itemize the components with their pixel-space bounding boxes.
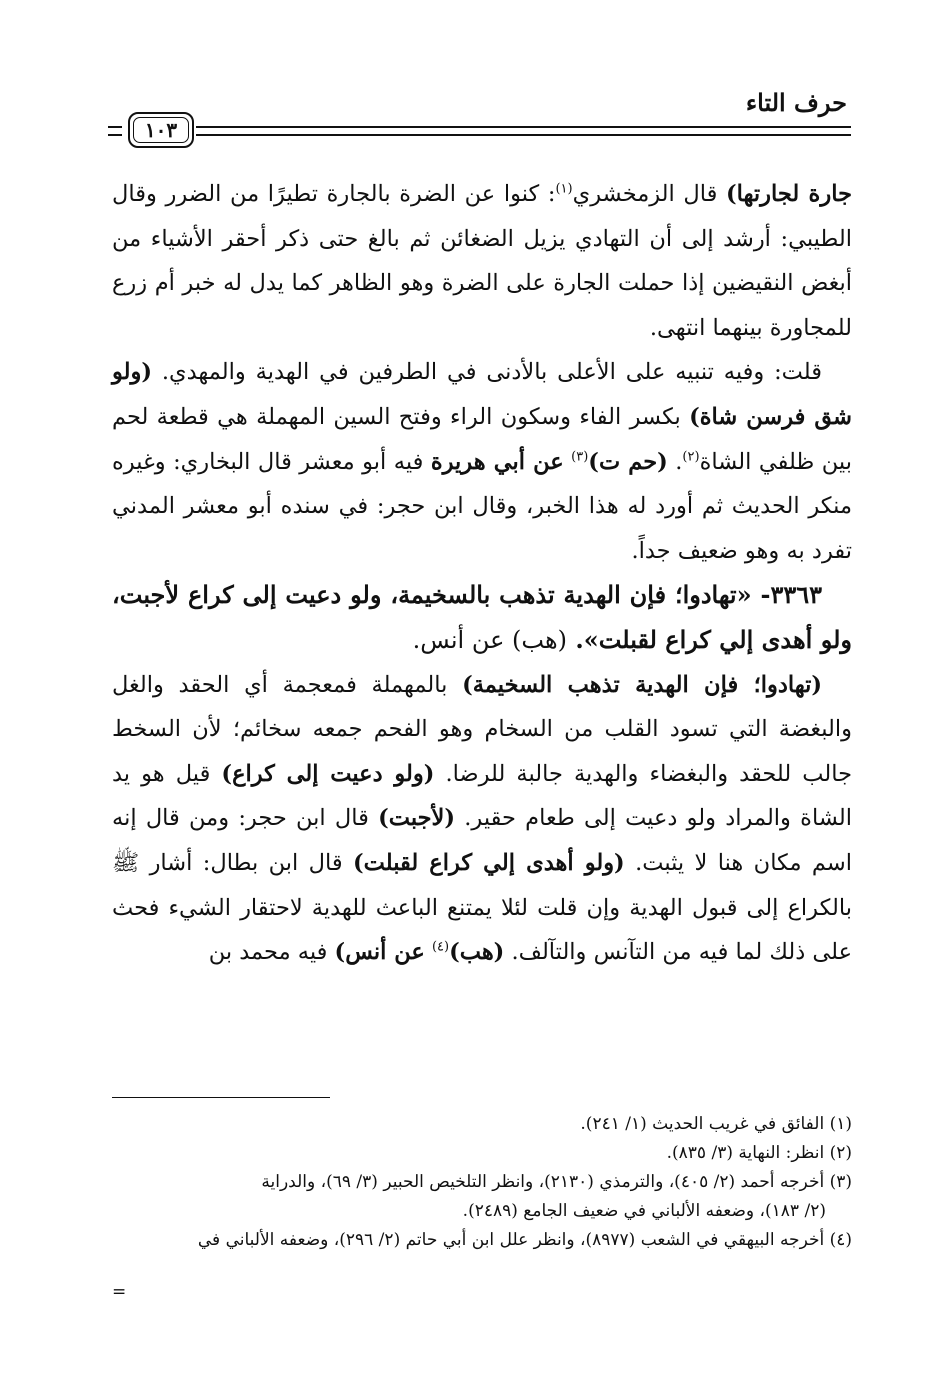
- narrator: عن أنس): [334, 939, 425, 966]
- text-run: .: [667, 448, 683, 475]
- narrator: عن أبي هريرة: [430, 448, 564, 475]
- paragraph-1: [112, 172, 852, 350]
- quoted-phrase: جارة لجارتها): [726, 181, 852, 207]
- rule-stub: [108, 126, 122, 136]
- text-run: قال ابن بطال: أشار ﷺ بالكراع إلى قبول الهدية وإن قلت لئلا يمتنع الباعث للهدية لاحتقار الشيء فحث على ذلك لما فيه من التآنس والتآلف.: [112, 849, 852, 966]
- footnote-3: (٣) أخرجه أحمد (٢/ ٤٠٥)، والترمذي (٢١٣٠)، وانظر التلخيص الحبير (٣/ ٦٩)، والدراية: [261, 1172, 852, 1192]
- text-run: قلت: وفيه تنبيه على الأعلى بالأدنى في الطرفين في الهدية والمهدي.: [152, 359, 822, 386]
- footnote-2: (٢) انظر: النهاية (٣/ ٨٣٥).: [666, 1143, 852, 1163]
- double-rule: [196, 126, 851, 136]
- text-run: فيه محمد بن: [208, 939, 335, 966]
- text-run: بكسر الفاء وسكون الراء وفتح السين المهملة هي قطعة لحم بين ظلفي الشاة: [112, 403, 852, 475]
- footnote-3-continued: (٢/ ١٨٣)، وضعفه الألباني في ضعيف الجامع (٢٤٨٩).: [462, 1201, 826, 1221]
- page-number: ١٠٣: [133, 117, 189, 143]
- footnote-ref: (١): [555, 181, 573, 197]
- text-run: : كنوا عن الضرة بالجارة تطيرًا من الضرر وقال الطيبي: أرشد إلى أن التهادي يزيل الضغائن ثم بالغ حتى ذكر أحقر الأشياء من أبغض النقيضين إذا حملت الجارة على الضرة وهو الظاهر كما يدل له خبر أم زرع للمجاورة بينهما انتهى.: [112, 181, 852, 341]
- quoted-phrase: (ولو دعيت إلى كراع): [221, 760, 435, 787]
- hadith-3363: [112, 573, 852, 662]
- quoted-phrase: (لأجبت): [378, 805, 456, 832]
- header-rule: [108, 112, 851, 152]
- continuation-mark: =: [112, 1282, 127, 1302]
- chapter-title: حرف التاء: [745, 88, 847, 117]
- source-code: (هب): [449, 939, 505, 966]
- hadith-text: ٣٣٦٣- «تهادوا؛ فإن الهدية تذهب بالسخيمة، ولو دعيت إلى كراع لأجبت، ولو أهدى إلي كراع لقبلت».: [112, 580, 852, 654]
- text-run: بالمهملة فمعجمة أي الحقد والغل والبغضة التي تسود القلب من السخام وهو الفحم جمعه سخائم؛ لأن السخط جالب للحقد والبغضاء والهدية جالبة للرضا.: [112, 671, 852, 787]
- footnote-4: (٤) أخرجه البيهقي في الشعب (٨٩٧٧)، وانظر علل ابن أبي حاتم (٢/ ٢٩٦)، وضعفه الألباني في: [197, 1230, 852, 1250]
- footnote-ref: (٤): [431, 939, 450, 955]
- page-number-frame: [128, 112, 194, 148]
- paragraph-4: [112, 663, 852, 975]
- text-run: فيه أبو معشر قال البخاري: وغيره منكر الحديث ثم أورد له هذا الخبر، وقال ابن حجر: في سنده أبو معشر المدني تفرد به وهو ضعيف جداً.: [112, 448, 852, 564]
- text-run: قال ابن حجر: ومن قال إنه اسم مكان هنا لا يثبت.: [112, 805, 852, 876]
- quoted-phrase: (ولو شق فرسن شاة): [112, 359, 853, 430]
- main-text: [112, 172, 852, 975]
- text-run: [425, 939, 432, 965]
- source-code: (حم ت): [588, 448, 668, 475]
- text-run: قيل هو يد الشاة والمراد ولو دعيت إلى طعام حقير.: [112, 760, 852, 832]
- hadith-source: (هب) عن أنس.: [412, 625, 567, 654]
- quoted-phrase: (تهادوا؛ فإن الهدية تذهب السخيمة): [462, 671, 822, 698]
- paragraph-2: [112, 350, 852, 573]
- quoted-phrase: (ولو أهدى إلي كراع لقبلت): [353, 849, 625, 876]
- footnote-separator: [112, 1097, 330, 1098]
- footnotes: [108, 1110, 852, 1255]
- text-run: قال الزمخشري: [572, 181, 727, 207]
- footnote-ref: (٢): [682, 449, 700, 465]
- footnote-1: (١) الفائق في غريب الحديث (١/ ٢٤١).: [580, 1114, 852, 1134]
- footnote-ref: (٣): [571, 449, 589, 465]
